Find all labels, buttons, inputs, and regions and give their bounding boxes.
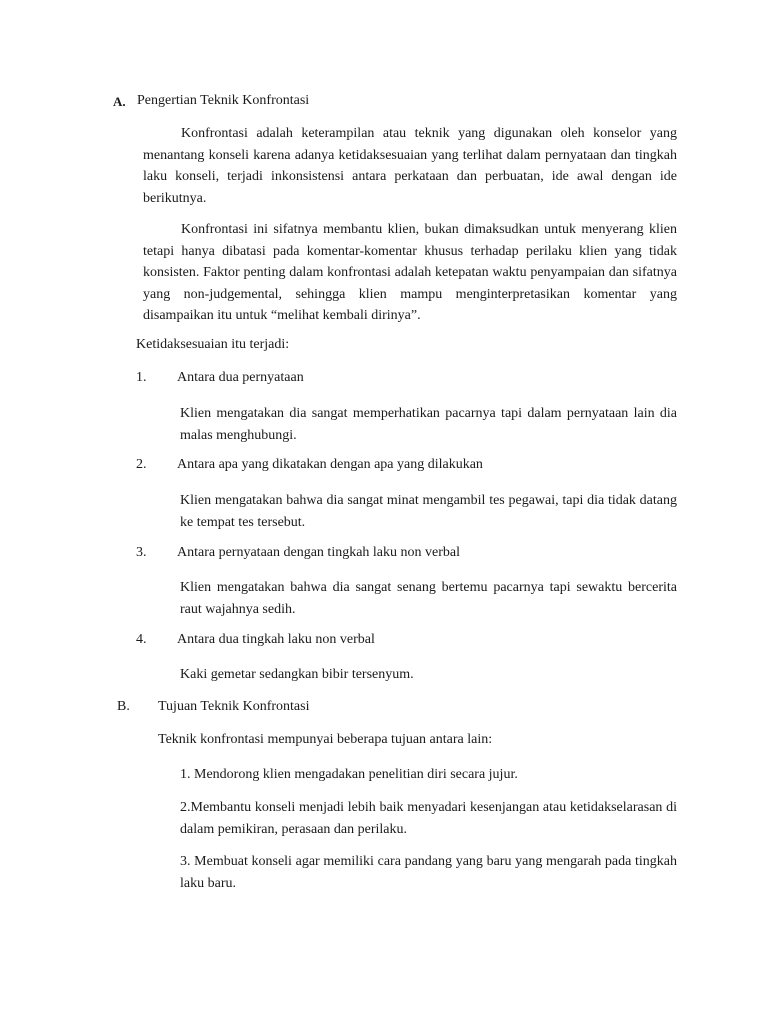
item-2-number: 2.	[136, 457, 147, 472]
item-1-number: 1.	[136, 370, 147, 385]
item-1-example: Klien mengatakan dia sangat memperhatikan pacarnya tapi dalam pernyataan lain dia malas menghubungi.	[180, 406, 677, 443]
paragraph-2-text: Konfrontasi ini sifatnya membantu klien, bukan dimaksudkan untuk menyerang klien tetapi hanya dibatasi pada komentar-komentar khusus terhadap perilaku klien yang tidak konsisten. Faktor penting dalam konfrontasi adalah ketepatan waktu penyampaian dan sifatnya yang non-judgemental, sehingga klien mampu menginterpretasikan komentar yang disampaikan itu untuk “melihat kembali dirinya”.	[143, 222, 677, 323]
section-a-paragraph-2	[143, 219, 677, 327]
section-a-intro: Ketidaksesuaian itu terjadi:	[136, 337, 290, 352]
item-3-heading: Antara pernyataan dengan tingkah laku non verbal	[177, 545, 461, 560]
item-2-heading: Antara apa yang dikatakan dengan apa yang dilakukan	[177, 457, 483, 472]
section-b-intro: Teknik konfrontasi mempunyai beberapa tujuan antara lain:	[158, 732, 493, 747]
goal-2: 2.Membantu konseli menjadi lebih baik menyadari kesenjangan atau ketidakselarasan di dalam pemikiran, perasaan dan perilaku.	[180, 800, 677, 837]
goal-3: 3. Membuat konseli agar memiliki cara pandang yang baru yang mengarah pada tingkah laku baru.	[180, 854, 677, 891]
item-4-number: 4.	[136, 632, 147, 647]
item-4-example: Kaki gemetar sedangkan bibir tersenyum.	[180, 667, 414, 682]
item-4-heading: Antara dua tingkah laku non verbal	[177, 632, 375, 647]
item-3-example: Klien mengatakan bahwa dia sangat senang bertemu pacarnya tapi sewaktu bercerita raut wajahnya sedih.	[180, 580, 677, 617]
item-2-example: Klien mengatakan bahwa dia sangat minat mengambil tes pegawai, tapi dia tidak datang ke tempat tes tersebut.	[180, 493, 677, 530]
section-a-paragraph-1	[143, 123, 677, 209]
section-b-title: Tujuan Teknik Konfrontasi	[158, 699, 310, 714]
goal-1: 1. Mendorong klien mengadakan penelitian diri secara jujur.	[180, 767, 518, 782]
item-3-number: 3.	[136, 545, 147, 560]
item-1-heading: Antara dua pernyataan	[177, 370, 304, 385]
section-b-letter: B.	[117, 699, 130, 714]
section-a-letter: A.	[113, 94, 126, 109]
section-a-title: Pengertian Teknik Konfrontasi	[137, 93, 310, 108]
paragraph-1-text: Konfrontasi adalah keterampilan atau teknik yang digunakan oleh konselor yang menantang konseli karena adanya ketidaksesuaian yang terlihat dalam pernyataan dan tingkah laku konseli, terjadi inkonsistensi antara perkataan dan perbuatan, ide awal dengan ide berikutnya.	[143, 126, 677, 206]
